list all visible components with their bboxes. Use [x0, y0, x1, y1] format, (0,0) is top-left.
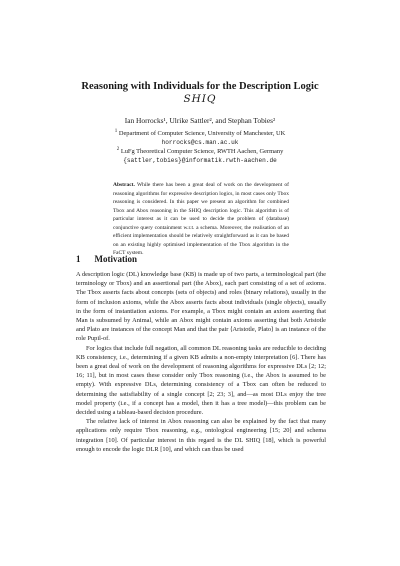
- affiliation-mark: 2: [116, 147, 120, 152]
- section-heading: [76, 254, 151, 264]
- body-paragraph: A description logic (DL) knowledge base (KB) is made up of two parts, a terminological part (the terminology or Tbox) and an assertional part (the Abox), each part consisting of a set of axioms. The Tbox asserts facts about concepts (sets of objects) and roles (binary relations), usually in the form of inclusion axioms, while the Abox asserts facts about individuals (single objects), usually in the form of instantiation axioms. For example, a Tbox might contain an axiom asserting that Man is subsumed by Animal, while an Abox might contain axioms asserting that both Aristotle and Plato are instances of the concept Man and that the pair ⟨Aristotle, Plato⟩ is an instance of the role Pupil-of.: [76, 271, 326, 343]
- title-logic-name: SHIQ: [183, 93, 217, 105]
- title-line: Reasoning with Individuals for the Description Logic: [81, 81, 319, 92]
- author-list: Ian Horrocks¹, Ulrike Sattler², and Stephan Tobies²: [124, 116, 276, 125]
- affiliation-name: LuFg Theoretical Computer Science, RWTH Aachen, Germany: [120, 148, 284, 156]
- affiliation-2: [0, 146, 400, 165]
- section-number: 1: [76, 254, 81, 264]
- section-body: [76, 270, 326, 454]
- section-title: Motivation: [94, 254, 137, 264]
- body-paragraph: For logics that include full negation, all common DL reasoning tasks are reducible to deciding KB consistency, i.e., determining if a given KB admits a non-empty interpretation [6]. There has been a great deal of work on the development of reasoning algorithms for expressive DLs [2; 12; 16; 11], but in most cases these consider only Tbox reasoning (i.e., the Abox is assumed to be empty). With expressive DLs, determining consistency of a Tbox can often be reduced to determining the satisfiability of a single concept [2; 23; 3], and—as most DLs enjoy the tree model property (i.e., if a concept has a model, then it has a tree model)—this problem can be decided using a tableau-based decision procedure.: [76, 344, 326, 417]
- affiliation-email: horrocks@cs.man.ac.uk: [161, 138, 239, 146]
- affiliation-mark: 1: [114, 129, 118, 134]
- affiliation-1: [0, 128, 400, 147]
- affiliation-name: Department of Computer Science, University of Manchester, UK: [118, 130, 286, 138]
- affiliation-email: {sattler,tobies}@informatik.rwth-aachen.de: [123, 156, 277, 164]
- abstract: [113, 181, 289, 258]
- body-paragraph: The relative lack of interest in Abox reasoning can also be explained by the fact that many applications only require Tbox reasoning, e.g., ontological engineering [15; 20] and schema integration [10]. Of particular interest in this regard is the DL SHIQ [18], which is powerful enough to encode the logic DLR [10], and which can thus be used: [76, 418, 326, 453]
- paper-title: [0, 80, 400, 106]
- abstract-text: While there has been a great deal of work on the development of reasoning algorithms for expressive description logics, in most cases only Tbox reasoning is considered. In this paper we present an algorithm for combined Tbox and Abox reasoning in the SHIQ description logic. This algorithm is of particular interest as it can be used to decide the problem of (database) conjunctive query containment w.r.t. a schema. Moreover, the realisation of an efficient implementation should be relatively straightforward as it can be based on an existing highly optimised implementation of the Tbox algorithm in the FaCT system.: [113, 182, 289, 256]
- abstract-label: Abstract.: [113, 182, 135, 188]
